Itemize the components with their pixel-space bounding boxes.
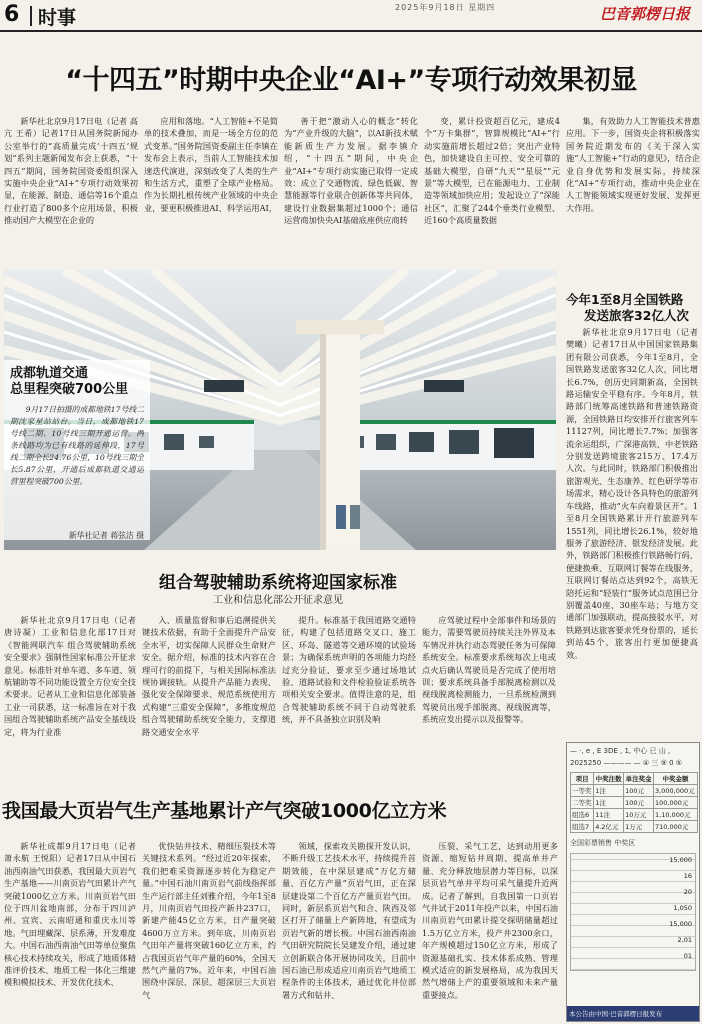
photo-caption-box <box>4 360 150 540</box>
table-cell: 一等奖 <box>571 785 594 797</box>
table-cell: 3,000,000元 <box>654 785 698 797</box>
lottery-number: 20 <box>683 888 692 896</box>
table-cell: 10万元 <box>624 809 654 821</box>
lottery-notice <box>566 742 700 1022</box>
table-cell: 710,000元 <box>654 821 698 833</box>
lottery-number: 1,050 <box>673 904 692 912</box>
paper-name-logo: 巴音郭楞日报 <box>600 5 691 23</box>
gas-col4: 压裂、采气工艺，达到动用更多资源、缩短钻井周期、提高单井产量、充分释放地层潜力等目标，以深层页岩气单井平均可采气量提升近两成。记者了解到，自我国第一口页岩气井试于2011年投产以来，中国石油川南页岩气田累计提交探明储量超过1.5万亿立方米，投产井2300余口，年产规模超过150亿立方米，形成了资源基础扎实、技术体系成熟、管理模式适应的新发展格局，成为我国天然气增储上产的重要领域和未来产量重要接点。 <box>422 841 558 1000</box>
table-cell: 二等奖 <box>571 797 594 809</box>
lottery-footer: 本公告由中国·巴音郭楞日报发布 <box>567 1006 699 1021</box>
lottery-subtitle: 全国彩票销售 中奖区 <box>570 839 636 847</box>
gas-col1: 新华社成都9月17日电（记者 萧永航 王悦阳）记者17日从中国石油西南油气田获悉，我国最大页岩气生产基地——川南页岩气田累计产气突破1000亿立方米。川南页岩气田位于四川盆地南部，分布于四川泸州、宜宾、云南昭通和重庆永川等地。气田埋藏深、层系薄，开发难度大。中国石油西南油气田等单位聚焦核心技术持续攻关，形成了地质体精准评价技术、地质工程一体化三维建模和模拟技术、开发优化技术、 <box>4 841 136 988</box>
table-cell: 组选7 <box>571 821 594 833</box>
lottery-number: 16 <box>683 872 692 880</box>
lottery-grid <box>570 853 696 971</box>
article-ai-col4: 变，累计投资超百亿元，建成4个“万卡集群”，智算规模比“AI+”行动实施前增长超过2倍；突出产业特色，加快建设自主可控、安全可靠的基础大模型，自研“九天”“星辰”“元景”等大模型，已在能源电力、工业制造等领域加快应用；发起设立了“深能社区”，汇聚了244个垂类行业模型、近160个高质量数据 <box>424 116 560 226</box>
article-ai-col3: 善于把“激动人心的概念”转化为“产业升级的大脑”，以AI新技术赋能新质生产力发展。据李镇介绍，“十四五”期间，中央企业“AI+”专项行动实施已取得一定成效：成立了交通物流、绿色低碳、智慧能源等行业联合创新体等共同体，建设行业数据集超过1000个；通信运营商加快央AI基础底座供应商转 <box>284 116 418 226</box>
article-ai-col1: 新华社北京9月17日电（记者 高亢 王希）记者17日从国务院新闻办公室举行的“高质量完成‘十四五’规划”系列主题新闻发布会上获悉，“十四五”期间，国务院国资委组织深入实施中央企业“AI+”专项行动效果初显，在能源、制造、通信等16个重点行业打造了800多个应用场景，积极推动国产大模型在企业的 <box>4 116 138 226</box>
table-header-cell: 中奖注数 <box>594 773 624 785</box>
page-number: 6 <box>4 2 20 27</box>
photo-caption-title2: 总里程突破700公里 <box>10 382 129 397</box>
lottery-number: 01 <box>683 952 692 960</box>
masthead-divider <box>30 6 32 26</box>
table-header-cell: 单注奖金 <box>624 773 654 785</box>
photo-caption-body: 9月17日拍摄的成都地铁17号线二期沈家星站站台。当日，成都地铁17号线二期、10号线三期开通运营。两条线路均为已有线路的延伸段，17号线二期全长24.76公里，10号线三期全长5.87公里，开通后成都轨道交通运营里程突破700公里。 <box>10 405 144 486</box>
table-cell: 11注 <box>594 809 624 821</box>
masthead <box>0 0 702 34</box>
rail-headline-line2: 发送旅客32亿人次 <box>584 308 689 323</box>
lottery-table <box>570 772 698 833</box>
adas-col4: 应驾驶过程中全部事件和场景的能力，需要驾驶员持续关注外界及本车情况并执行动态驾驶任务为可保障系统安全。标准要求系统每次上电或点火后确认驾驶员是否完成了使用培训；要求系统具备手部脱离检测以及视线脱离检测能力，一旦系统检测到驾驶员出现手部脱离、视线脱离等，系统应发出提示以及报警等。 <box>422 615 556 725</box>
lottery-code-line: 2025250 ———— — ④ 三 ⑨ 0 ⑤ <box>570 759 683 767</box>
lottery-table-header <box>571 773 698 785</box>
adas-headline: 组合驾驶辅助系统将迎国家标准 <box>159 573 397 593</box>
article-ai-col5: 集，有效助力人工智能技术普惠应用。下一步，国资央企将积极落实国务院近期发布的《关于深入实施“人工智能+”行动的意见》，结合企业自身优势和发展实际，持续深化“AI+”专项行动，推动中央企业在人工智能领域实现更好发展、发挥更大作用。 <box>566 116 700 213</box>
table-row <box>571 785 698 797</box>
table-cell: 1万元 <box>624 821 654 833</box>
adas-col1: 新华社北京9月17日电（记者 唐诗凝）工业和信息化部17日对《智能网联汽车 组合驾驶辅助系统安全要求》强制性国家标准公开征求意见。标准针对单车道、多车道、领航辅助等不同功能设置全方位安全技术要求。记者从工业和信息化部装备工业一司获悉，这一标准旨在对于我国组合驾驶辅助系统产品安全基线设定，将为行业准 <box>4 615 136 737</box>
rail-headline-line1: 今年1至8月全国铁路 <box>566 292 684 307</box>
table-cell: 100,000元 <box>654 797 698 809</box>
table-cell: 100元 <box>624 785 654 797</box>
masthead-rule <box>0 30 702 32</box>
gas-headline: 我国最大页岩气生产基地累计产气突破1000亿立方米 <box>2 800 447 822</box>
table-cell: 4.2亿元 <box>594 821 624 833</box>
gas-col3: 领域，探索攻关勘探开发认识，不断升级工艺技术水平，持续提升首期效能，在中深层建成“万亿方储量、百亿方产量”页岩气田，正在深层建设第二个百亿方产量页岩气田。同时，新层系页岩气和合、陕西及邻区打开了储量上产新阵地，有望成为页岩气新的增长极。中国石油西南油气田研究院院长吴建发介绍，通过建立创新联合体开展协同攻关，目前中国石油已形成适应川南页岩气地质工程条件的主体技术，通过优化井位部署方式和钻井、 <box>282 841 416 1000</box>
table-cell: 1,10,000元 <box>654 809 698 821</box>
adas-col2: 入、质量监督和事后追溯提供关键技术依据，有助于全面提升产品安全水平，切实保障人民群众生命财产安全。据介绍，标准的技术内容在合理可行的前提下，与相关国际标准法规协调接轨。从提升产品能力表现、强化安全保障要求、规范系统使用方式构建“三重安全保障”，多维度规范组合驾驶辅助系统安全能力，支撑道路交通安全水平 <box>142 615 276 737</box>
photo-caption-title1: 成都轨道交通 <box>10 366 89 381</box>
table-row <box>571 821 698 833</box>
weekday-text: 星期四 <box>468 3 496 12</box>
photo-credit: 新华社记者 蒋弦洁 摄 <box>68 531 144 540</box>
rail-article-body: 新华社北京9月17日电（记者 樊曦）记者17日从中国国家铁路集团有限公司获悉，今年1至8月，全国铁路发送旅客32亿人次，同比增长6.7%，创历史同期新高，全国铁路运输安全平稳有序。今年8月，铁路部门统筹高速铁路和普速铁路资源，全国铁路日均安排开行旅客列车11127列，同比增长7.7%；加强客流余运组织，广深港高铁、中老铁路分别发送跨境旅客215万、17.4万人次。与此同时，铁路部门积极推出旅游观光、生态康养、红色研学等市场需求，精心设计各具特色的旅游列车线路，推动“火车向着景区开”。1至8月全国铁路累计开行旅游列车1551列，同比增长26.1%，较好地服务了旅游经济、银发经济发展。此外，铁路部门积极推行铁路畅行码、便捷换乘、互联网订餐等在线服务，互联网订餐站点达到92个，高铁无陪托运和“轻装行”服务试点范围已分别覆盖40座、30座车站；与地方交通部门加强联动，提高接驳水平，对铁路到达旅客要求凭身份票的，延长到站45个，旅客出行更加便捷高效。 <box>566 327 698 660</box>
gas-col2: 优快钻井技术、精细压裂技术等关键技术系列。“经过近20年探索，我们把难采资源逐步转化为稳定产量。”中国石油川南页岩气前线指挥部生产运行部主任刘雅介绍，今年1至8月，川南页岩气田投产新井237口，新建产能45亿立方米，日产量突破4600万立方米。到年底，川南页岩气田年产量将突破160亿立方米，约占我国页岩气年产量的60%，全国天然气产量的7%。近年来，中国石油围绕中深层、深层、超深层三大页岩气 <box>142 841 276 1000</box>
table-cell: 组选6 <box>571 809 594 821</box>
lottery-top-line: — ·, e , E 3DE , 1, 中心 已 山 , <box>570 747 671 755</box>
article-ai-headline: “十四五”时期中央企业“AI+”专项行动效果初显 <box>65 65 637 96</box>
table-row <box>571 797 698 809</box>
article-ai-col2: 应用和落地。“人工智能+不是简单的技术叠加，而是一场全方位的范式变革。”国务院国资委副主任李镇在发布会上表示，当前人工智能技术加速迭代演进，深刻改变了人类的生产和生活方式，重塑了全球产业格局。作为长期扎根传统产业领域的中央企业，要更积极推进AI、科学运用AI， <box>144 116 278 213</box>
issue-date <box>395 2 495 13</box>
metro-station-photo <box>4 270 556 550</box>
table-cell: 1注 <box>594 797 624 809</box>
table-cell: 100元 <box>624 797 654 809</box>
table-header-cell: 项目 <box>571 773 594 785</box>
table-row <box>571 809 698 821</box>
lottery-number: 15,000 <box>669 856 692 864</box>
table-cell: 1注 <box>594 785 624 797</box>
adas-col3: 提升。标准基于我国道路交通特征，构建了包括道路交叉口、施工区、环岛、隧道等交通环境的试验场景；为确保系统声明的各项能力均经过充分验证，要求至少通过场地试验、道路试验和文件检验验证系统各项相关安全要求。值得注意的是，组合驾驶辅助系统不同于自动驾驶系统，并不具备独立识别及响 <box>282 615 416 725</box>
lottery-number: 2,01 <box>677 936 692 944</box>
table-header-cell: 中奖金额 <box>654 773 698 785</box>
date-text: 2025年9月18日 <box>395 3 465 12</box>
section-title: 时事 <box>38 7 77 29</box>
lottery-number: 15,000 <box>669 920 692 928</box>
adas-subhead: 工业和信息化部公开征求意见 <box>213 595 343 606</box>
